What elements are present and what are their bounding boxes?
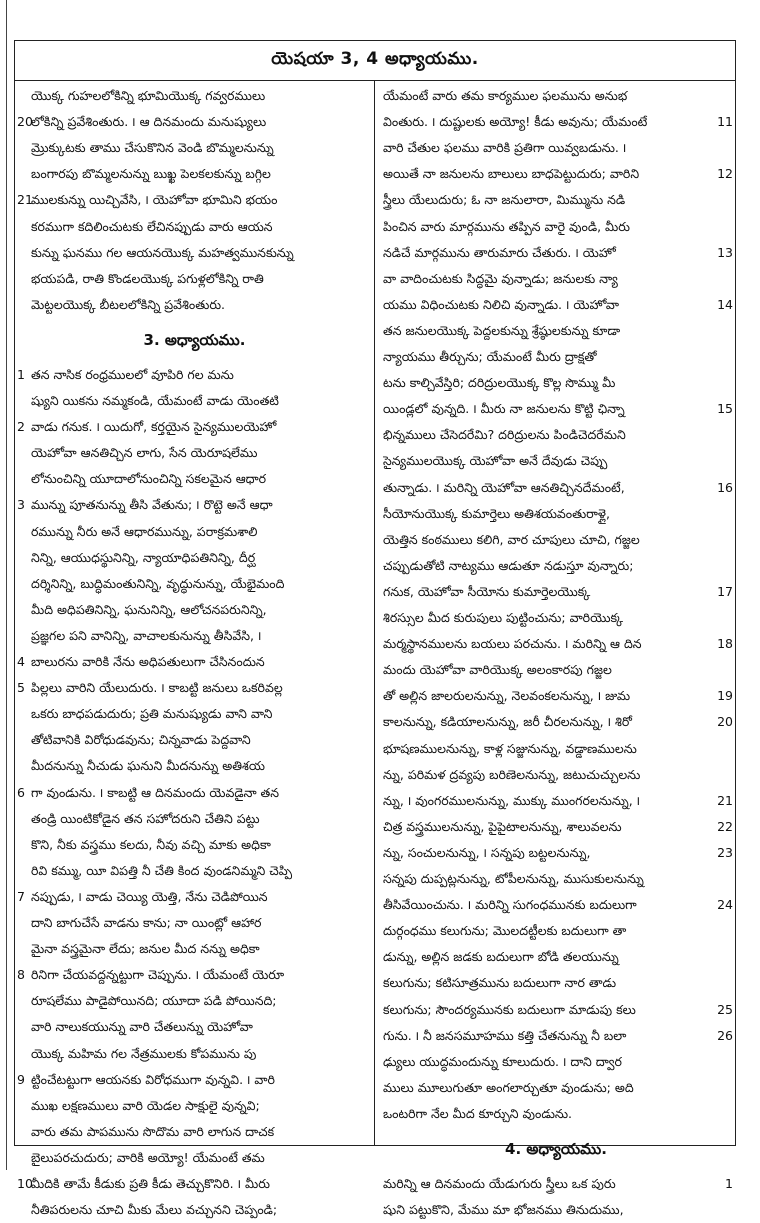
text-line: ష్యుని యికను నమ్మకండి, యేమంటే వాడు యెంతటి xyxy=(31,393,279,408)
verse-number: 8 xyxy=(17,967,25,983)
text-line: తన జనులయొక్క పెద్దలకున్ను శ్రేష్ఠులకున్ను కూడా xyxy=(383,322,621,338)
text-line: ముఖ లక్షణములు వారి యెడల సాక్షులై వున్నవి; xyxy=(31,1097,260,1113)
verse-number: 23 xyxy=(717,844,733,860)
text-line: యెత్తిన కంఠములు కలిగి, వార చూపులు చూచి, గజ్జల xyxy=(383,531,640,547)
text-line: యము విధించుటకు నిలిచి వున్నాడు. ౹ యెహోవా xyxy=(383,296,620,312)
verse-number: 6 xyxy=(17,784,25,800)
text-line: ఢ్యులు యుద్ధమందున్ను కూలుదురు. ౹ దాని ద్వార xyxy=(383,1053,622,1069)
verse-number: 13 xyxy=(717,244,733,260)
text-line: గా వుండును. ౹ కాబట్టి ఆ దినమందు యెవడైనా తన xyxy=(31,784,280,800)
verse-number: 9 xyxy=(17,1071,25,1087)
text-line: అయితే నా జనులను బాలులు బాధపెట్టుదురు; వారిని xyxy=(383,166,640,182)
text-line: బాలురను వారికి నేను అధిపతులుగా చేసినందున xyxy=(31,654,265,669)
verse-number: 15 xyxy=(717,401,733,417)
verse-number: 1 xyxy=(725,1176,733,1191)
page-title: యెషయా 3, 4 అధ్యాయము. xyxy=(271,48,479,69)
text-line: న్యాయము తీర్చును; యేమంటే మీరు ద్రాక్షతో xyxy=(383,349,597,364)
text-line: పించిన వారు మార్గమును తప్పిన వారై వుండి, మీరు xyxy=(383,218,630,234)
text-line: దాని బాగుచేసే వాడను కాను; నా యింట్లో ఆహార xyxy=(31,915,262,930)
text-line: ములు మూలుగుతూ అంగలార్చుతూ వుండును; అది xyxy=(383,1079,634,1095)
verse-number: 21 xyxy=(717,792,733,808)
verse-number: 10 xyxy=(17,1176,33,1191)
text-line: తో అల్లిన జాలరులనున్ను, నెలవంకలనున్ను, ౹ జుమ xyxy=(383,688,631,704)
text-line: ములకున్ను యిచ్చివేసి, ౹ యెహోవా భూమిని భయం xyxy=(31,192,278,208)
text-line: భిన్నములు చేసెదరేమి? దరిద్రులను పిండిచెదరేమని xyxy=(383,427,626,443)
verse-number: 18 xyxy=(717,636,733,652)
text-line: మైనా వస్త్రమైనా లేదు; జనుల మీద నన్ను అధికా xyxy=(31,941,260,957)
text-line: తీసివేయించును. ౹ మరిన్ని సుగంధమునకు బదులుగా xyxy=(383,897,637,913)
verse-number: 24 xyxy=(717,897,733,913)
verse-number: 25 xyxy=(717,1001,733,1017)
text-line: స్త్రీలు యేలుదురు; ఓ నా జనులారా, మిమ్మును నడి xyxy=(383,192,626,208)
text-line: న్ను, సంచులనున్ను, ౹ సన్నపు బట్టలనున్ను, xyxy=(383,844,591,860)
text-line: మర్మస్థానములను బయలు పరచును. ౹ మరిన్ని ఆ దిన xyxy=(383,636,642,652)
text-line: ఒకరు బాధపడుదురు; ప్రతి మనుష్యుడు వాని వాని xyxy=(31,706,273,722)
text-line: కలుగును; కటిసూత్రమును బదులుగా నార తాడు xyxy=(383,975,617,991)
verse-number: 7 xyxy=(17,888,25,904)
text-line: షుని పట్టుకొని, మేము మా భోజనము తినుదుము, xyxy=(383,1202,624,1218)
text-line: వారి చేతుల ఫలము వారికి ప్రతిగా యివ్వబడును. ౹ xyxy=(383,140,627,156)
text-line: టను కాల్చివేస్తిరి; దరిద్రులయొక్క కొల్ల సొమ్ము మీ xyxy=(383,375,616,391)
text-line: తన నాసిక రంధ్రములలో వూపిరి గల మను xyxy=(31,366,234,382)
text-line: రినిగా చేయవద్దన్నట్టుగా చెప్పును. ౹ యేమంటే యెరూ xyxy=(31,967,285,983)
text-line: సీయోనుయొక్క కుమార్తెలు అతిశయవంతురాళ్లై, xyxy=(383,505,610,521)
text-line: దర్శినిన్ని, బుద్ధిమంతునిన్ని, వృద్ధునున్ను, యేభైమంది xyxy=(31,575,285,591)
text-line: చిత్ర వస్త్రములనున్ను, పైపైటాలనున్ను, శాలువలను xyxy=(383,818,622,834)
text-line: ప్రజ్ఞగల పని వానిన్ని, వాచాలకునున్ను తీసివేసి, ౹ xyxy=(31,627,262,643)
right-column xyxy=(375,81,737,1218)
text-line: యొక్క మహిమ గల నేత్రములకు కోపమును పు xyxy=(31,1045,257,1061)
text-line: బైలుపరచుదురు; వారికి అయ్యో! యేమంటే తమ xyxy=(31,1149,265,1165)
text-line: మీదికి తామే కీడుకు ప్రతి కీడు తెచ్చుకొనిరి. ౹ మీరు xyxy=(31,1176,270,1191)
verse-number: 2 xyxy=(17,419,25,435)
text-line: లోనుంచిన్ని యూదాలోనుంచిన్ని సకలమైన ఆధార xyxy=(31,471,267,487)
text-line: మరిన్ని ఆ దినమందు యేడుగురు స్త్రీలు ఒక పురు xyxy=(383,1176,616,1191)
text-line: కలుగును; సౌందర్యమునకు బదులుగా మాడుపు కలు xyxy=(383,1001,636,1017)
text-line: మీది అధిపతినిన్ని, ఘనునిన్ని, ఆలోచనపరునిన్ని, xyxy=(31,601,267,617)
text-line: న్ను, పరిమళ ద్రవ్యపు బరిణెలనున్ను, జటుచుచ్చులను xyxy=(383,766,641,782)
text-line: యొక్క గుహలలోకిన్ని భూమియొక్క గవ్వరములు xyxy=(31,88,266,103)
verse-number: 20 xyxy=(717,714,733,730)
text-line: సన్నపు దుప్పట్లనున్ను, టోపీలనున్ను, ముసుకులనున్ను xyxy=(383,871,644,886)
text-line: భయపడి, రాతి కొండలయొక్క పగుళ్లలోకిన్ని రాతి xyxy=(31,270,264,286)
text-line: కొని, నీకు వస్త్రము కలదు, నీవు వచ్చి మాకు అధికా xyxy=(31,836,271,852)
text-line: డున్ను, అల్లిన జడకు బదులుగా బోడి తలయున్ను xyxy=(383,949,619,965)
text-line: తున్నాడు. ౹ మరిన్ని యెహోవా ఆనతిచ్చినదేమంటే, xyxy=(383,479,625,495)
text-line: సైన్యములయొక్క యెహోవా అనే దేవుడు చెప్పు xyxy=(383,453,608,469)
verse-number: 19 xyxy=(717,688,733,704)
text-line: వారు తమ పాపమును సొదొమ వారి లాగున దాచక xyxy=(31,1123,275,1139)
page-header xyxy=(15,41,735,81)
text-line: గును. ౹ నీ జనసమూహము కత్తి చేతనున్ను నీ బలా xyxy=(383,1027,627,1043)
text-line: ట్టించేటట్టుగా ఆయనకు విరోధముగా వున్నవి. ౹ వారి xyxy=(31,1071,275,1087)
text-line: తండ్రి యింటికోడైన తన సహోదరుని చేతిని పట్టు xyxy=(31,810,260,826)
verse-number: 11 xyxy=(717,114,733,130)
verse-number: 14 xyxy=(717,296,733,312)
text-line: శిరస్సుల మీద కురుపులు పుట్టించును; వారియొక్క xyxy=(383,610,624,625)
text-line: భూషణములనున్ను, కాళ్ల సజ్జునున్ను, వడ్డాణములను xyxy=(383,740,637,756)
verse-number: 12 xyxy=(717,166,733,182)
text-line: మందు యెహోవా వారియొక్క అలంకారపు గజ్జల xyxy=(383,662,612,678)
text-line: కరముగా కదిలించుటకు లేచినప్పుడు వారు ఆయన xyxy=(31,218,273,234)
text-line: నీతిపరులను చూచి మీకు మేలు వచ్చునని చెప్పండి; xyxy=(31,1202,278,1218)
verse-number: 5 xyxy=(17,680,25,696)
verse-number: 20 xyxy=(17,114,33,130)
verse-number: 21 xyxy=(17,192,33,208)
verse-number: 3 xyxy=(17,497,25,513)
text-line: రూషలేము పాడైపోయినది; యూదా పడి పోయినది; xyxy=(31,993,277,1009)
text-line: మెట్టలయొక్క బీటలలోకిన్ని ప్రవేశింతురు. xyxy=(31,296,226,312)
text-line: వా వాదించుటకు సిద్ధమై వున్నాడు; జనులకు న్యా xyxy=(383,270,618,286)
verse-number: 22 xyxy=(717,818,733,834)
text-line: తోటివానికి విరోధుడవును; చిన్నవాడు పెద్దవాని xyxy=(31,732,251,748)
text-line: కాలనున్ను, కడియాలనున్ను, జరీ చీరలనున్ను, ౹ శిరో xyxy=(383,714,632,730)
text-line: మ్రొక్కుటకు తాము చేసుకొనిన వెండి బొమ్మలనున్ను xyxy=(31,140,274,156)
text-line: మీదనున్ను నీచుడు ఘనుని మీదనున్ను అతిశయ xyxy=(31,758,265,774)
chapter-heading: 4. అధ్యాయము. xyxy=(505,1140,607,1158)
text-line: వింతురు. ౹ దుష్టులకు అయ్యో! కీడు అవును; యేమంటే xyxy=(383,114,648,130)
verse-number: 17 xyxy=(717,583,733,599)
text-line: యెహోవా ఆనతిచ్చిన లాగు, సేన యెరూషలేము xyxy=(31,445,258,461)
text-line: ఒంటరిగా నేల మీద కూర్చుని వుండును. xyxy=(383,1105,573,1121)
verse-number: 4 xyxy=(17,654,25,669)
text-line: చప్పుడుతోటి నాట్యము ఆడుతూ నడుస్తూ వున్నారు; xyxy=(383,557,634,573)
verse-number: 26 xyxy=(717,1027,733,1043)
text-line: రమున్ను నీరు అనే ఆధారమున్ను, పరాక్రమశాలి xyxy=(31,523,258,539)
text-line: వాడు గనుక. ౹ యిదుగో, కర్తయైన సైన్యములయెహో xyxy=(31,419,277,435)
text-line: దుర్గంధము కలుగును; మొలదట్టీలకు బదులుగా తా xyxy=(383,923,627,939)
text-line: వారి నాలుకయున్ను వారి చేతలున్ను యెహోవా xyxy=(31,1019,253,1035)
text-line: కున్ను ఘనము గల ఆయనయొక్క మహత్వమునకున్ను xyxy=(31,244,294,260)
text-line: యిండ్లలో వున్నది. ౹ మీరు నా జనులను కొట్టి ఛిన్నా xyxy=(383,401,625,417)
text-line: బంగారపు బొమ్మలనున్ను బుఖ్ఖ పెలకలకున్ను బగ్గిల xyxy=(31,166,271,182)
text-line: యేమంటే వారు తమ కార్యముల ఫలమును అనుభ xyxy=(383,88,628,103)
text-line: గనుక, యెహోవా సీయోను కుమార్తెలయొక్క xyxy=(383,583,591,599)
text-line: మున్ను పూతనున్ను తీసి వేతును; ౹ రొట్టె అనే ఆధా xyxy=(31,497,273,513)
text-line: నడిచే మార్గమును తారుమారు చేతురు. ౹ యెహో xyxy=(383,244,616,260)
verse-number: 1 xyxy=(17,366,25,382)
text-line: రివి కమ్ము, యీ విపత్తి నీ చేతి కింద వుండనిమ్మని చెప్పి xyxy=(31,862,293,878)
page-frame xyxy=(14,40,736,1218)
text-line: నిన్ని, ఆయుధస్థునిన్ని, న్యాయాధిపతినిన్ని, దీర్ఘ xyxy=(31,549,256,565)
binding-margin-line xyxy=(6,0,7,1170)
text-line: పిల్లలు వారిని యేలుదురు. ౹ కాబట్టి జనులు ఒకరివల్ల xyxy=(31,680,283,696)
text-line: నప్పుడు, ౹ వాడు చెయ్యి యెత్తి, నేను చెడిపోయిన xyxy=(31,888,268,904)
text-line: లోకిన్ని ప్రవేశింతురు. ౹ ఆ దినమందు మనుష్యులు xyxy=(31,114,267,130)
chapter-heading: 3. అధ్యాయము. xyxy=(143,330,246,349)
text-line: న్ను, ౹ వుంగరములనున్ను, ముక్కు ముంగరలనున్ను, ౹ xyxy=(383,792,641,808)
left-column xyxy=(15,81,375,1218)
verse-number: 16 xyxy=(717,479,733,495)
